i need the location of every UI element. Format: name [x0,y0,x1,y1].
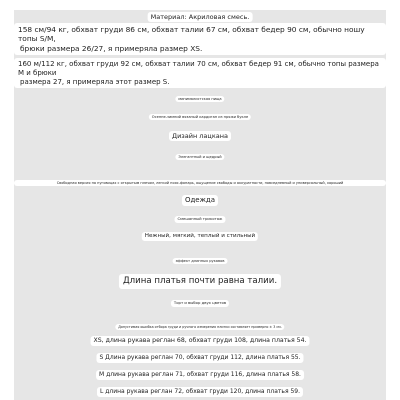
free-version-description: Свободная версия на пуговицах с открытым плечом, легкий пояс-фонарь, ощущение свободы и аккуратности, повседневный и универсальный, хороший [14,180,386,186]
dress-length-label: Длина платья почти равна талии. [119,274,281,289]
clothing-label: Одежда [182,195,218,206]
size-row-l: L длина рукава реглан 72, обхват груди 120, длина платья 59. [97,387,303,397]
size-row-xs: XS, длина рукава реглан 68, обхват груди 108, длина платья 54. [91,336,310,346]
size-row-m: M длина рукава реглан 71, обхват груди 116, длина платья 58. [96,370,304,380]
color-choice-tag: Торт и выбор двух цветов [171,300,229,307]
cardigan-tag: Осенне-зимний вязаный кардиган из пряжи букле [149,114,251,120]
model1-measurements [14,23,386,55]
model1-line2: брюки размера 26/27, я примеряла размер XS. [20,43,203,53]
knitwear-tag: Смешанный трикотаж [175,216,226,223]
model1-line1: 158 см/94 кг, обхват груди 86 см, обхват талии 67 см, обхват бедер 90 см, обычно ношу топы S/M, [18,25,365,44]
size-row-s: S Длина рукава реглан 70, обхват груди 112, длина платья 55. [96,353,303,363]
model2-line2: размера 27, я примеряла этот размер S. [20,77,170,86]
measurement-note: Допустимая ошибка отбора груди и ручного измерения плитки составляет примерно ± 3 см. [115,324,284,330]
model2-measurements [14,58,386,88]
collar-design-label: Дизайн лацкана [169,131,231,141]
sleeve-effect-tag: эффект длинных рукавов [173,258,228,264]
model2-line1: 160 м/112 кг, обхват груди 92 см, обхват талии 70 см, обхват бедер 91 см, обычно топы размера M и брюки [18,60,379,77]
product-description-panel [14,10,386,400]
soft-label: Нежный, мягкий, теплый и стильный [142,232,258,241]
minimalist-tag: минималистская нища [175,96,224,102]
material-label: Материал: Акриловая смесь. [148,12,253,22]
elegant-tag: Элегантный и щедрый [175,154,224,160]
